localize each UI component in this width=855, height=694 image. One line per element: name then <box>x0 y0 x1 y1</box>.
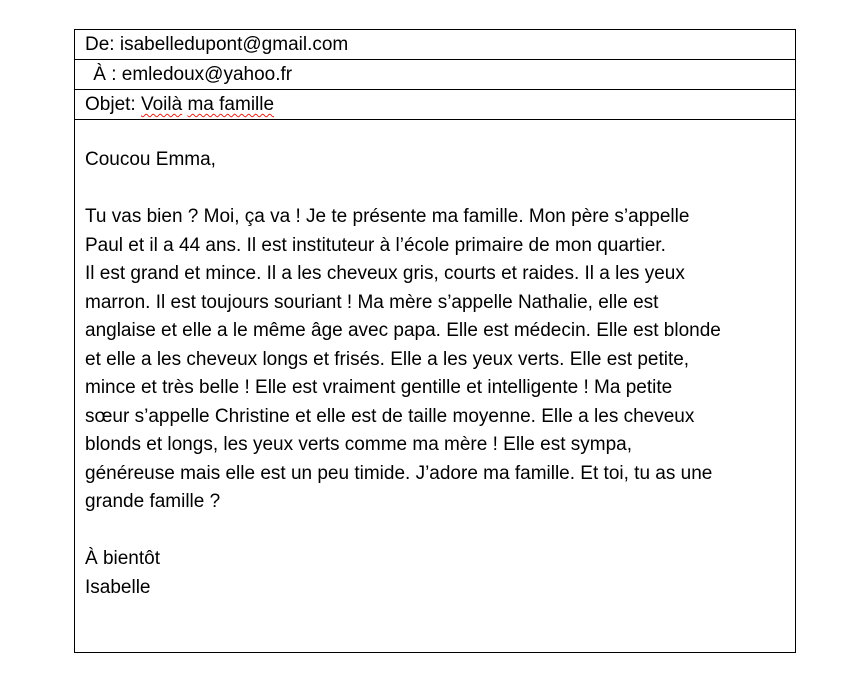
paragraph-line: anglaise et elle a le même âge avec papa. Elle est médecin. Elle est blonde <box>85 320 721 341</box>
paragraph-line: et elle a les cheveux longs et frisés. Elle a les yeux verts. Elle est petite, <box>85 348 690 370</box>
to-text: À : emledoux@yahoo.fr <box>88 64 293 85</box>
spacer <box>85 175 785 204</box>
from-text: De: isabelledupont@gmail.com <box>85 34 349 55</box>
main-paragraph <box>85 203 785 517</box>
subject-row <box>75 90 795 120</box>
spacer <box>85 517 785 546</box>
paragraph-line: sœur s’appelle Christine et elle est de taille moyenne. Elle a les cheveux <box>85 405 695 427</box>
paragraph-line: marron. Il est toujours souriant ! Ma mère s’appelle Nathalie, elle est <box>85 291 659 313</box>
signature: Isabelle <box>85 576 151 598</box>
closing: À bientôt <box>85 548 160 569</box>
email-body <box>75 120 795 602</box>
greeting: Coucou Emma, <box>85 149 216 170</box>
subject-word-voila: Voilà <box>140 94 183 115</box>
paragraph-line: grande famille ? <box>85 491 221 512</box>
email-box <box>74 29 796 653</box>
from-row <box>75 30 795 60</box>
paragraph-line: généreuse mais elle est un peu timide. J’adore ma famille. Et toi, tu as une <box>85 462 713 484</box>
subject-word-ma-famille: ma famille <box>187 94 275 115</box>
paragraph-line: Il est grand et mince. Il a les cheveux gris, courts et raides. Il a les yeux <box>85 263 685 284</box>
paragraph-line: Tu vas bien ? Moi, ça va ! Je te présente ma famille. Mon père s’appelle <box>85 206 690 227</box>
paragraph-line: Paul et il a 44 ans. Il est instituteur à l’école primaire de mon quartier. <box>85 234 666 256</box>
paragraph-line: mince et très belle ! Elle est vraiment gentille et intelligente ! Ma petite <box>85 377 673 398</box>
subject-prefix: Objet: <box>85 94 141 115</box>
paragraph-line: blonds et longs, les yeux verts comme ma mère ! Elle est sympa, <box>85 434 632 455</box>
to-row <box>75 60 795 90</box>
